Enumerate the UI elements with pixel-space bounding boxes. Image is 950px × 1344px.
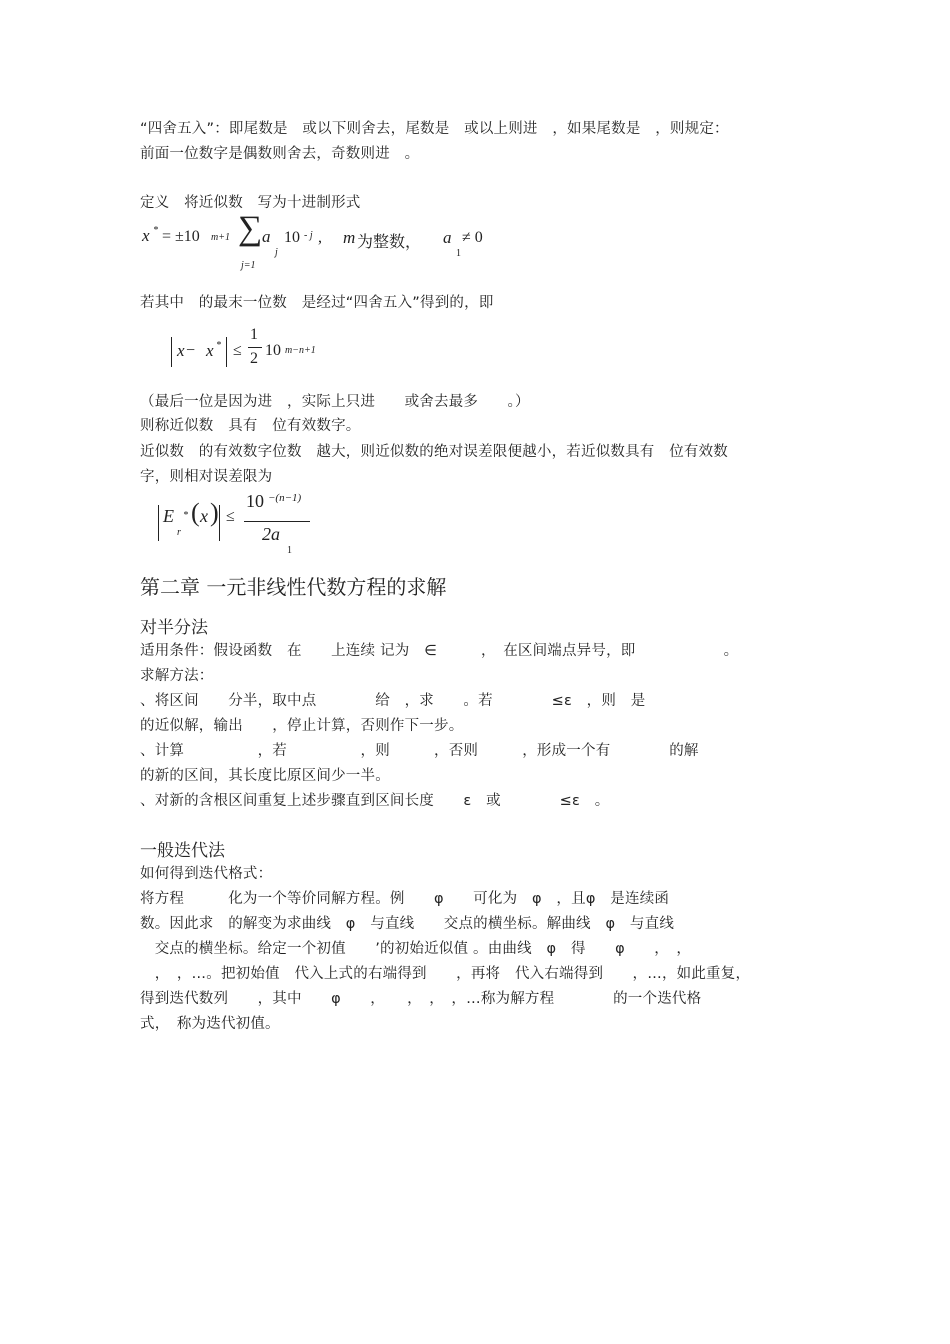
bisection-step2-line1: 、计算 ，若 ，则 ，否则 ，形成一个有 的解 bbox=[140, 743, 699, 759]
bisection-step3: 、对新的含根区间重复上述步骤直到区间长度 ε 或 ≤ε 。 bbox=[140, 793, 610, 809]
f3-abs-left bbox=[158, 505, 159, 541]
f1-comma: , bbox=[318, 229, 322, 246]
f3-paren-left: ( bbox=[191, 498, 200, 527]
rounded-condition-line: 若其中 的最末一位数 是经过“四舍五入”得到的，即 bbox=[140, 295, 494, 311]
bisection-title: 对半分法 bbox=[140, 618, 208, 638]
f2-minus: − bbox=[186, 342, 196, 359]
rounding-rule-line-1: “四舍五入”：即尾数是 或以下则舍去，尾数是 或以上则进 ，如果尾数是 ，则规定： bbox=[140, 121, 729, 137]
f2-exp: m−n+1 bbox=[285, 345, 316, 356]
f1-a: a bbox=[262, 227, 271, 246]
bisection-step2-line2: 的新的区间，其长度比原区间少一半。 bbox=[140, 768, 390, 784]
f1-eq: = ±10 bbox=[162, 228, 200, 245]
f1-m: m bbox=[343, 228, 356, 247]
f2-le: ≤ bbox=[233, 342, 242, 359]
f3-frac-line bbox=[244, 521, 310, 522]
f1-star: * bbox=[153, 225, 158, 236]
f2-abs-right bbox=[226, 337, 227, 367]
f1-m-text: 为整数， bbox=[357, 232, 422, 251]
iteration-line5: 得到迭代数列 ，其中 φ ， ， ， ，…称为解方程 的一个迭代格 bbox=[140, 991, 702, 1007]
f2-x2: x bbox=[206, 341, 214, 360]
f1-negj: - j bbox=[304, 230, 313, 241]
f3-E: E bbox=[163, 506, 174, 526]
definition-line: 定义 将近似数 写为十进制形式 bbox=[140, 195, 361, 211]
f2-star: * bbox=[216, 340, 221, 351]
bisection-method-label: 求解方法： bbox=[140, 668, 214, 684]
significant-digits-line: 则称近似数 具有 位有效数字。 bbox=[140, 418, 361, 434]
iteration-subtitle: 如何得到迭代格式： bbox=[140, 866, 273, 882]
f1-x: x bbox=[142, 226, 150, 245]
f2-ten: 10 bbox=[265, 342, 281, 359]
f2-abs-left bbox=[171, 337, 172, 367]
f2-frac-line bbox=[248, 347, 262, 348]
chapter-title: 第二章 一元非线性代数方程的求解 bbox=[140, 575, 447, 599]
f3-star: * bbox=[183, 510, 188, 521]
f1-ten: 10 bbox=[284, 229, 300, 246]
f3-le: ≤ bbox=[226, 508, 235, 525]
f2-x: x bbox=[177, 341, 185, 360]
f1-ne0: ≠ 0 bbox=[462, 229, 483, 246]
f1-sigma: ∑ bbox=[238, 210, 263, 247]
iteration-line2: 数。因此求 的解变为求曲线 φ 与直线 交点的横坐标。解曲线 φ 与直线 bbox=[140, 916, 675, 932]
relative-error-line-2: 字，则相对误差限为 bbox=[140, 469, 273, 485]
relative-error-line-1: 近似数 的有效数字位数 越大，则近似数的绝对误差限便越小，若近似数具有 位有效数 bbox=[140, 444, 728, 460]
iteration-line4: ， ，…。把初始值 代入上式的右端得到 ，再将 代入右端得到 ，…，如此重复， bbox=[140, 966, 751, 982]
f2-num: 1 bbox=[250, 326, 258, 343]
rounding-rule-line-2: 前面一位数字是偶数则舍去，奇数则进 。 bbox=[140, 146, 420, 162]
f3-den: 2a bbox=[262, 524, 280, 544]
iteration-title: 一般迭代法 bbox=[140, 841, 225, 861]
iteration-line3: 交点的横坐标。给定一个初值 ’的初始近似值 。由曲线 φ 得 φ ， ， bbox=[140, 941, 692, 957]
f1-a1: a bbox=[443, 228, 452, 247]
bisection-step1-line2: 的近似解，输出 ，停止计算，否则作下一步。 bbox=[140, 718, 464, 734]
f2-den: 2 bbox=[250, 350, 258, 367]
iteration-line1: 将方程 化为一个等价同解方程。例 φ 可化为 φ ，且φ 是连续函 bbox=[140, 891, 670, 907]
bisection-condition: 适用条件：假设函数 在 上连续 记为 ∈ ， 在区间端点异号，即 。 bbox=[140, 643, 739, 659]
bisection-step1-line1: 、将区间 分半，取中点 给 ，求 。若 ≤ε ，则 是 bbox=[140, 693, 646, 709]
f3-x: x bbox=[200, 506, 208, 526]
f3-num-ten: 10 bbox=[246, 491, 264, 511]
f3-r: r bbox=[177, 527, 181, 538]
f3-den-sub: 1 bbox=[287, 545, 292, 556]
f1-j: j bbox=[275, 247, 278, 258]
f3-num-exp: −(n−1) bbox=[268, 492, 302, 504]
f1-exp: m+1 bbox=[211, 232, 230, 243]
iteration-line6: 式， 称为迭代初值。 bbox=[140, 1016, 280, 1032]
f1-a1-sub: 1 bbox=[456, 248, 461, 259]
f3-abs-right bbox=[219, 505, 220, 541]
rounding-note-line: （最后一位是因为进 ，实际上只进 或舍去最多 。） bbox=[140, 394, 530, 410]
f1-lower: j=1 bbox=[241, 260, 256, 271]
f3-paren-right: ) bbox=[210, 498, 219, 527]
